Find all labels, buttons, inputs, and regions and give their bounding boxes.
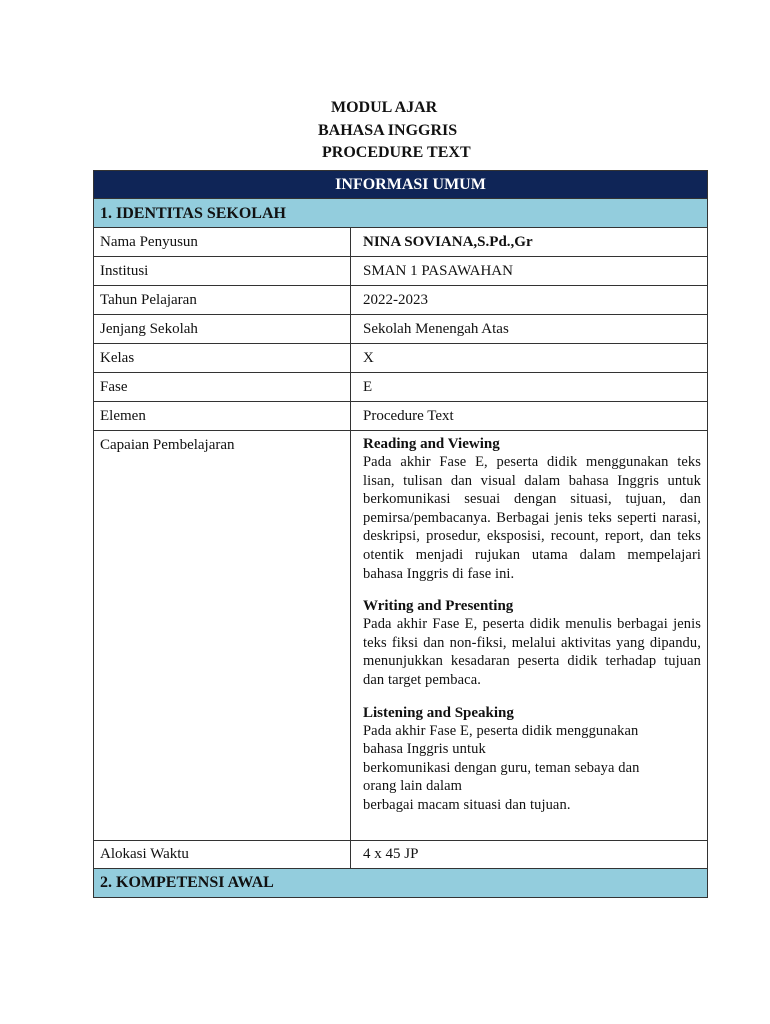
table-row [94, 315, 707, 344]
capaian-block-reading [363, 435, 701, 583]
row-value: Sekolah Menengah Atas [363, 321, 509, 337]
row-value: E [363, 379, 373, 395]
table-header: INFORMASI UMUM [94, 171, 707, 199]
row-value: Procedure Text [363, 408, 454, 424]
table-row [94, 373, 707, 402]
capaian-heading: Reading and Viewing [363, 436, 500, 452]
capaian-line: berkomunikasi dengan guru, teman sebaya dan [363, 759, 640, 776]
capaian-label: Capaian Pembelajaran [94, 431, 351, 840]
capaian-block-listening [363, 704, 701, 815]
alokasi-value: 4 x 45 JP [363, 846, 419, 862]
capaian-line: berbagai macam situasi dan tujuan. [363, 796, 571, 813]
section-kompetensi-awal: 2. KOMPETENSI AWAL [94, 869, 707, 897]
row-label: Nama Penyusun [94, 228, 351, 256]
info-table [93, 170, 708, 898]
title-line-1: MODUL AJAR [331, 99, 438, 116]
row-label: Elemen [94, 402, 351, 430]
title-line-3: PROCEDURE TEXT [322, 144, 471, 161]
table-row [94, 402, 707, 431]
table-row [94, 257, 707, 286]
row-value: SMAN 1 PASAWAHAN [363, 263, 513, 279]
section-identitas-sekolah: 1. IDENTITAS SEKOLAH [94, 199, 707, 228]
row-label: Fase [94, 373, 351, 401]
table-row [94, 344, 707, 373]
capaian-content [351, 431, 707, 840]
table-row [94, 286, 707, 315]
capaian-text [363, 722, 701, 815]
row-value: X [363, 350, 374, 366]
row-label: Jenjang Sekolah [94, 315, 351, 343]
row-label: Institusi [94, 257, 351, 285]
capaian-line: Pada akhir Fase E, peserta didik menggunakan [363, 722, 639, 739]
row-label: Tahun Pelajaran [94, 286, 351, 314]
capaian-heading: Listening and Speaking [363, 704, 514, 721]
alokasi-row [94, 841, 707, 869]
title-line-2: BAHASA INGGRIS [318, 122, 458, 139]
row-value: 2022-2023 [363, 292, 428, 308]
capaian-block-writing [363, 597, 701, 689]
alokasi-label: Alokasi Waktu [94, 841, 351, 868]
capaian-row [94, 431, 707, 841]
row-label: Kelas [94, 344, 351, 372]
capaian-line: bahasa Inggris untuk [363, 741, 486, 758]
capaian-line: orang lain dalam [363, 778, 463, 795]
table-row [94, 228, 707, 257]
capaian-heading: Writing and Presenting [363, 598, 514, 615]
capaian-text: Pada akhir Fase E, peserta didik menulis berbagai jenis teks fiksi dan non-fiksi, melalui aktivitas yang dipandu, menunjukkan kesadaran peserta didik terhadap tujuan dan target pembaca. [363, 616, 701, 688]
row-value: NINA SOVIANA,S.Pd.,Gr [363, 234, 533, 250]
capaian-text: Pada akhir Fase E, peserta didik menggunakan teks lisan, tulisan dan visual dalam bahasa Inggris untuk berkomunikasi sesuai dengan situasi, tujuan, dan pemirsa/pembacanya. Berbagai jenis teks seperti narasi, deskripsi, prosedur, eksposisi, recount, report, dan teks otentik menjadi rujukan utama dalam mempelajari bahasa Inggris di fase ini. [363, 454, 701, 582]
